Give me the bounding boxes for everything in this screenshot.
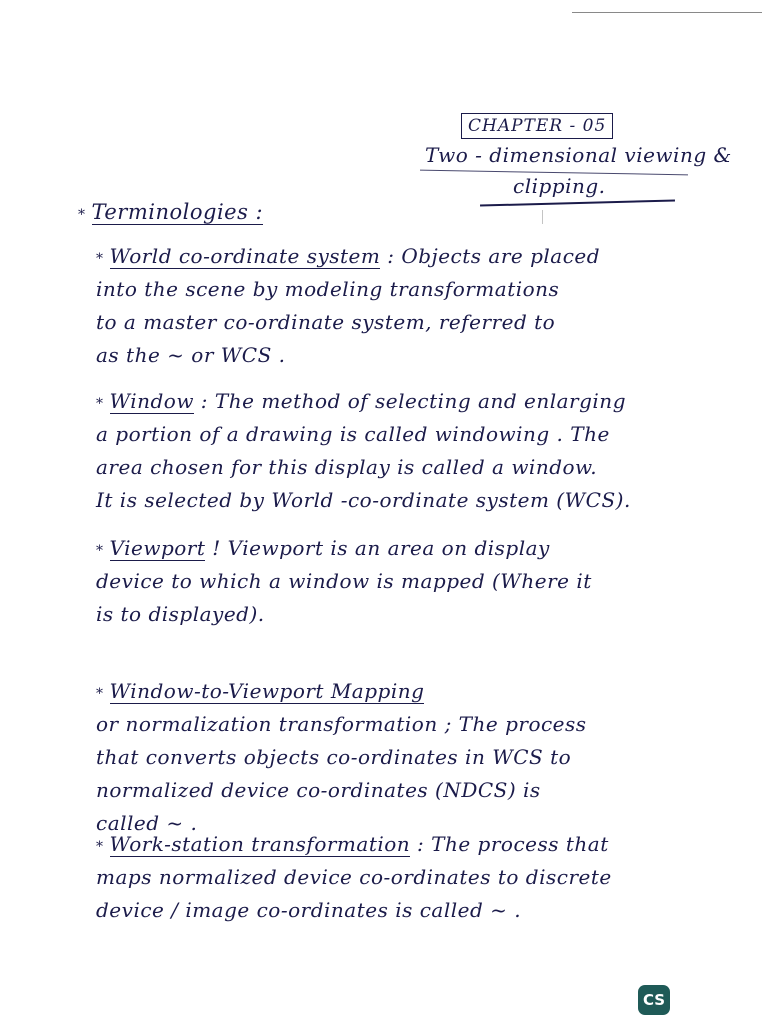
chapter-label: CHAPTER - 05 [461,113,613,139]
section-row: or normalization transformation ; The process [96,712,587,736]
section-row [96,675,756,708]
section-bullet: * [96,251,104,267]
section-row: as the ~ or WCS . [96,343,286,367]
section-row: area chosen for this display is called a window. [96,455,598,479]
section-row [96,385,756,418]
section-row: is to displayed). [96,602,265,626]
section-row: normalized device co-ordinates (NDCS) is [96,778,541,802]
title-underline-bottom [480,199,675,206]
section-text: : The method of selecting and enlarging [193,389,626,413]
section-bullet: * [96,839,104,855]
term-viewport: Viewport [109,536,206,560]
section-row [96,532,756,565]
section-row: a portion of a drawing is called windowing . The [96,422,610,446]
section-row: called ~ . [96,811,198,835]
section-row: into the scene by modeling transformations [96,277,560,301]
term-work-station-transformation: Work-station transformation [109,832,411,856]
section-row: It is selected by World -co-ordinate system (WCS). [96,488,631,512]
section-window [96,385,756,517]
section-viewport [96,532,756,631]
heading-text: Terminologies : [91,200,264,224]
chapter-title-line2: clipping. [513,174,606,198]
chapter-title-line1: Two - dimensional viewing & [425,143,732,167]
section-row: device / image co-ordinates is called ~ . [96,898,522,922]
camscanner-logo-icon: CS [638,985,670,1015]
section-world-coordinate-system [96,240,756,372]
section-row: device to which a window is mapped (Where it [96,569,592,593]
terminologies-heading [78,200,263,224]
section-bullet: * [96,396,104,412]
section-text: : The process that [410,832,609,856]
section-row [96,240,756,273]
section-text: : Objects are placed [380,244,601,268]
term-window-to-viewport-mapping: Window-to-Viewport Mapping [109,679,425,703]
section-text: ! Viewport is an area on display [205,536,550,560]
section-bullet: * [96,543,104,559]
section-row: to a master co-ordinate system, referred to [96,310,556,334]
section-row: that converts objects co-ordinates in WCS to [96,745,572,769]
section-window-to-viewport-mapping [96,675,756,840]
section-work-station-transformation [96,828,756,927]
section-row: maps normalized device co-ordinates to discrete [96,865,612,889]
term-world-coordinate-system: World co-ordinate system [109,244,381,268]
section-row [96,828,756,861]
term-window: Window [109,389,194,413]
heading-bullet: * [78,207,86,223]
scan-edge-line [572,12,762,13]
section-bullet: * [96,686,104,702]
pen-mark [542,210,543,224]
